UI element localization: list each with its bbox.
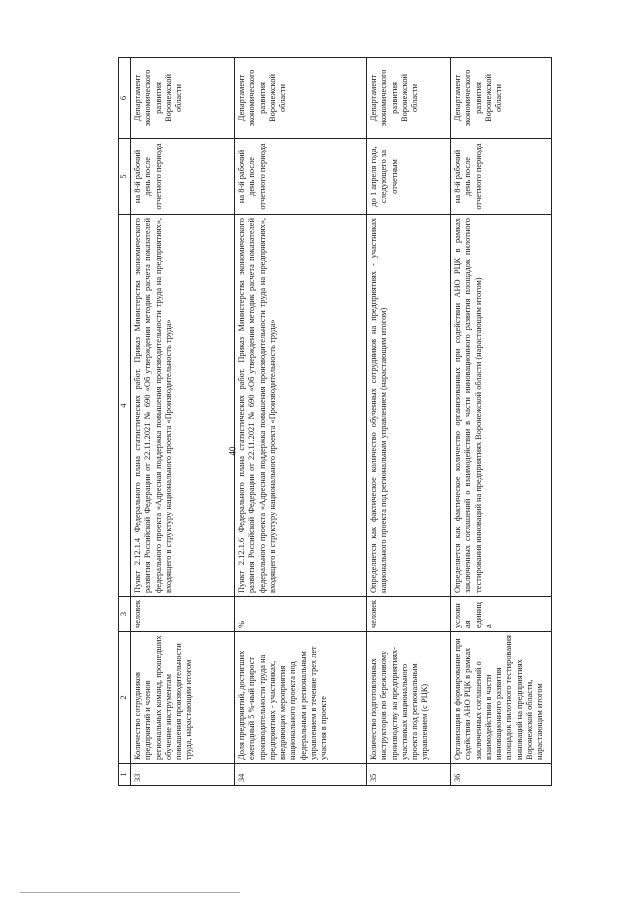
row-number: 33 — [131, 764, 235, 786]
table-row — [235, 58, 367, 786]
method-cell: Пункт 2.12.1.4 Федерального плана статистических работ. Приказ Министерства экономического развития Российской Федерации от 22.11.2021 № 690 «Об утверждении методик расчета показателей федерального проекта «Адресная поддержка повышения производительности труда на предприятиях», входящего в структуру национального проекта «Производительность труда» — [131, 215, 235, 597]
row-number: 35 — [367, 764, 451, 786]
responsible-cell: Департамент экономического развития Воронежской области — [367, 58, 451, 139]
method-cell: Определяется как фактическое количество обученных сотрудников на предприятиях - участниках национального проекта под региональным управлением (нарастающим итогом) — [367, 215, 451, 597]
indicator-name: Количество подготовленных инструкторов по бережливому производству на предприятиях-участниках национального проекта под региональным управлением (с РЦК) — [367, 632, 451, 764]
deadline-cell: на 8-й рабочий день после отчетного периода — [451, 139, 552, 215]
responsible-cell: Департамент экономического развития Воронежской области — [131, 58, 235, 139]
indicator-name: Доля предприятий, достигших ежегодный 5 %-ный прирост производительности труда на предприятиях - участниках, внедряющих мероприятия национального проекта под федеральным и региональным управлением в течение трех лет участия в проекте — [235, 632, 367, 764]
indicator-name: Количество сотрудников предприятий и членов региональных команд, прошедших обучение инструментам повышения производительности труда, нарастающим итогом — [131, 632, 235, 764]
responsible-cell: Департамент экономического развития Воронежской области — [235, 58, 367, 139]
deadline-cell: до 1 апреля года, следующего за отчетным — [367, 139, 451, 215]
bottom-divider — [20, 892, 240, 893]
responsible-cell: Департамент экономического развития Воронежской области — [451, 58, 552, 139]
row-number: 34 — [235, 764, 367, 786]
unit-cell: условная единица — [451, 597, 552, 632]
deadline-cell: на 8-й рабочий день после отчетного периода — [131, 139, 235, 215]
method-cell: Пункт 2.12.1.6 Федерального плана статистических работ. Приказ Министерства экономического развития Российской Федерации от 22.11.2021 № 690 «Об утверждении методик расчета показателей федерального проекта «Адресная поддержка повышения производительности труда на предприятиях», входящего в структуру национального проекта «Производительность труда» — [235, 215, 367, 597]
header-col-5: 5 — [119, 139, 131, 215]
table-row — [131, 58, 235, 786]
header-row — [119, 58, 131, 786]
rotated-table-container — [118, 58, 552, 786]
page-number: 40 — [227, 446, 238, 456]
table-row — [451, 58, 552, 786]
unit-cell: % — [235, 597, 367, 632]
indicators-table — [118, 57, 552, 786]
row-number: 36 — [451, 764, 552, 786]
indicator-name: Организация в формирование при содействии АНО РЦК в рамках заключенных соглашений о взаимодействии в части инновационного развития площадок пилотного тестирования инноваций на предприятиях Воронежской области, нарастающим итогом — [451, 632, 552, 764]
unit-cell: человек — [131, 597, 235, 632]
deadline-cell: на 8-й рабочий день после отчетного периода — [235, 139, 367, 215]
table-row — [367, 58, 451, 786]
header-col-1: 1 — [119, 764, 131, 786]
method-cell: Определяется как фактическое количество организованных при содействии АНО РЦК в рамках заключенных соглашений о взаимодействии в части инновационного развития площадок пилотного тестирования инноваций на предприятиях Воронежской области (нарастающим итогом) — [451, 215, 552, 597]
header-col-4: 4 — [119, 215, 131, 597]
header-col-6: 6 — [119, 58, 131, 139]
unit-cell: человек — [367, 597, 451, 632]
header-col-3: 3 — [119, 597, 131, 632]
header-col-2: 2 — [119, 632, 131, 764]
